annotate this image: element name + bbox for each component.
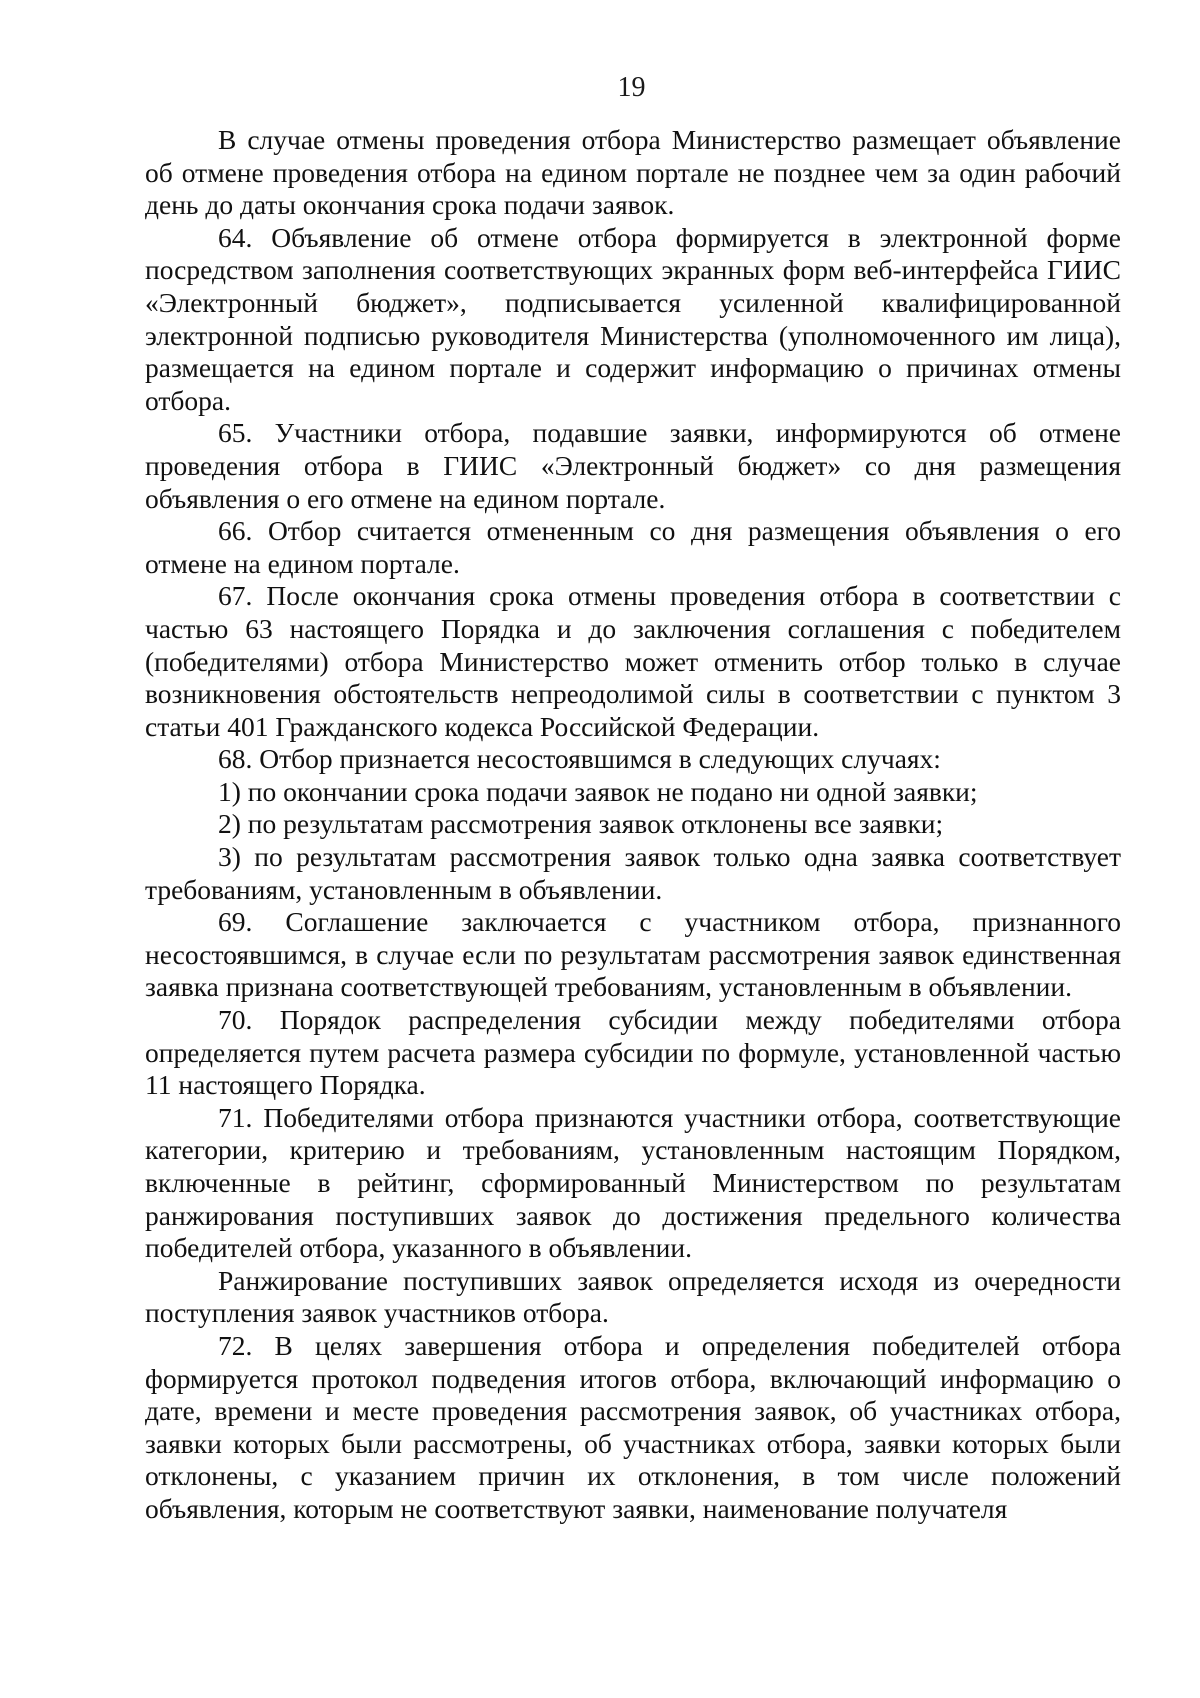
paragraph-67: 67. После окончания срока отмены проведения отбора в соответствии с частью 63 настоящего Порядка и до заключения соглашения с победителем (победителями) отбора Министерство может отменить отбор только в случае возникновения обстоятельств непреодолимой силы в соответствии с пунктом 3 статьи 401 Гражданского кодекса Российской Федерации.: [145, 580, 1121, 742]
paragraph-ranking: Ранжирование поступивших заявок определяется исходя из очередности поступления заявок участников отбора.: [145, 1264, 1121, 1329]
paragraph-68: 68. Отбор признается несостоявшимся в следующих случаях:: [218, 743, 941, 775]
list-item-68-3: 3) по результатам рассмотрения заявок только одна заявка соответствует требованиям, установленным в объявлении.: [145, 841, 1121, 905]
paragraph-69: 69. Соглашение заключается с участником отбора, признанного несостоявшимся, в случае если по результатам рассмотрения заявок единственная заявка признана соответствующей требованиям, установленным в объявлении.: [145, 906, 1121, 1003]
paragraph-72: 72. В целях завершения отбора и определения победителей отбора формируется протокол подведения итогов отбора, включающий информацию о дате, времени и месте проведения рассмотрения заявок, об участниках отбора, заявки которых были рассмотрены, об участниках отбора, заявки которых были отклонены, с указанием причин их отклонения, в том числе положений объявления, которым не соответствуют заявки, наименование получателя: [145, 1329, 1121, 1524]
page-number: 19: [617, 72, 646, 103]
list-item-68-2: 2) по результатам рассмотрения заявок отклонены все заявки;: [218, 808, 944, 840]
paragraph-71: 71. Победителями отбора признаются участники отбора, соответствующие категории, критерию и требованиям, установленным настоящим Порядком, включенные в рейтинг, сформированный Министерством по результатам ранжирования поступивших заявок до достижения предельного количества победителей отбора, указанного в объявлении.: [145, 1101, 1121, 1264]
paragraph-65: 65. Участники отбора, подавшие заявки, информируются об отмене проведения отбора в ГИИС «Электронный бюджет» со дня размещения объявления о его отмене на едином портале.: [145, 417, 1121, 514]
paragraph-66: 66. Отбор считается отмененным со дня размещения объявления о его отмене на едином портале.: [145, 515, 1121, 579]
paragraph-64: 64. Объявление об отмене отбора формируется в электронной форме посредством заполнения соответствующих экранных форм веб-интерфейса ГИИС «Электронный бюджет», подписывается усиленной квалифицированной электронной подписью руководителя Министерства (уполномоченного им лица), размещается на едином портале и содержит информацию о причинах отмены отбора.: [145, 221, 1121, 416]
document-body: [145, 124, 1121, 1526]
paragraph-70: 70. Порядок распределения субсидии между победителями отбора определяется путем расчета размера субсидии по формуле, установленной частью 11 настоящего Порядка.: [145, 1004, 1121, 1101]
list-item-68-1: 1) по окончании срока подачи заявок не подано ни одной заявки;: [218, 775, 978, 807]
paragraph-cancellation-notice: В случае отмены проведения отбора Министерство размещает объявление об отмене проведения отбора на едином портале не позднее чем за один рабочий день до даты окончания срока подачи заявок.: [145, 124, 1121, 221]
